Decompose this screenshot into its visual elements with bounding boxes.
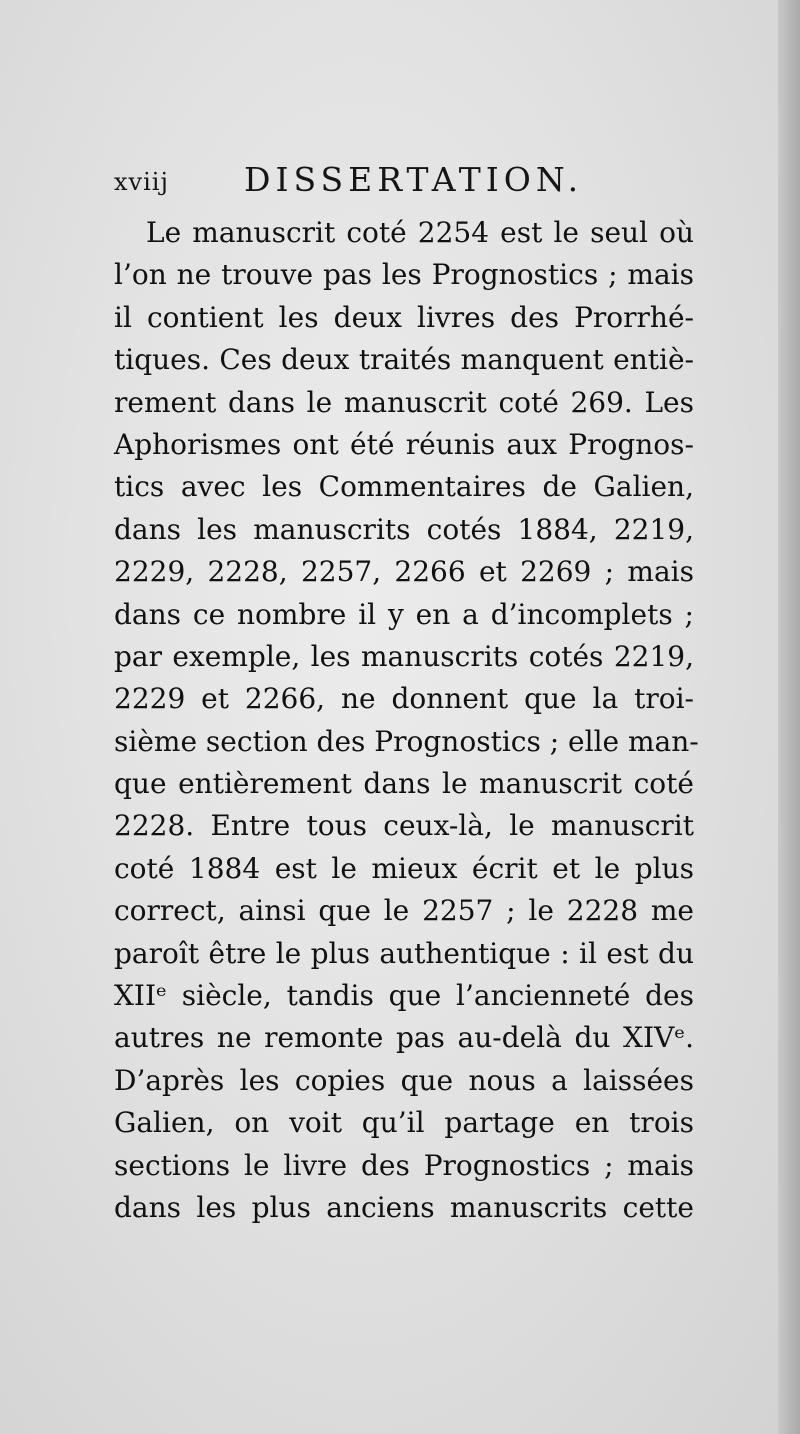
page-edge-shadow	[778, 0, 800, 1434]
page-number: xviij	[114, 168, 169, 196]
text-line: dans les manuscrits cotés 1884, 2219,	[114, 512, 694, 546]
text-line: sections le livre des Prognostics ; mais	[114, 1148, 694, 1182]
body-text	[114, 212, 699, 1229]
text-line: tics avec les Commentaires de Galien,	[114, 470, 694, 504]
text-line: correct, ainsi que le 2257 ; le 2228 me	[114, 894, 694, 928]
text-line: autres ne remonte pas au-delà du XIVᵉ.	[114, 1021, 694, 1055]
text-line: sième section des Prognostics ; elle man-	[114, 724, 699, 758]
text-line: Galien, on voit qu’il partage en trois	[114, 1106, 694, 1140]
text-line: Le manuscrit coté 2254 est le seul où	[146, 216, 694, 249]
text-line: dans ce nombre il y en a d’incomplets ;	[114, 597, 694, 631]
text-line: 2228. Entre tous ceux-là, le manuscrit	[114, 809, 694, 843]
text-line: par exemple, les manuscrits cotés 2219,	[114, 639, 694, 673]
text-line: 2229 et 2266, ne donnent que la troi-	[114, 682, 694, 716]
text-line: XIIᵉ siècle, tandis que l’ancienneté des	[114, 979, 694, 1013]
text-line: dans les plus anciens manuscrits cette	[114, 1190, 694, 1224]
text-line: paroît être le plus authentique : il est du	[114, 936, 694, 970]
text-line: rement dans le manuscrit coté 269. Les	[114, 385, 694, 419]
running-title: DISSERTATION.	[244, 160, 584, 199]
text-line: il contient les deux livres des Prorrhé-	[114, 300, 694, 334]
text-line: D’après les copies que nous a laissées	[114, 1063, 694, 1097]
text-line: l’on ne trouve pas les Prognostics ; mais	[114, 258, 694, 292]
text-line: coté 1884 est le mieux écrit et le plus	[114, 851, 694, 885]
text-line: 2229, 2228, 2257, 2266 et 2269 ; mais	[114, 555, 694, 589]
text-line: tiques. Ces deux traités manquent entiè-	[114, 343, 694, 377]
text-line: que entièrement dans le manuscrit coté	[114, 767, 694, 801]
text-line: Aphorismes ont été réunis aux Prognos-	[114, 427, 694, 461]
running-head	[114, 160, 674, 210]
